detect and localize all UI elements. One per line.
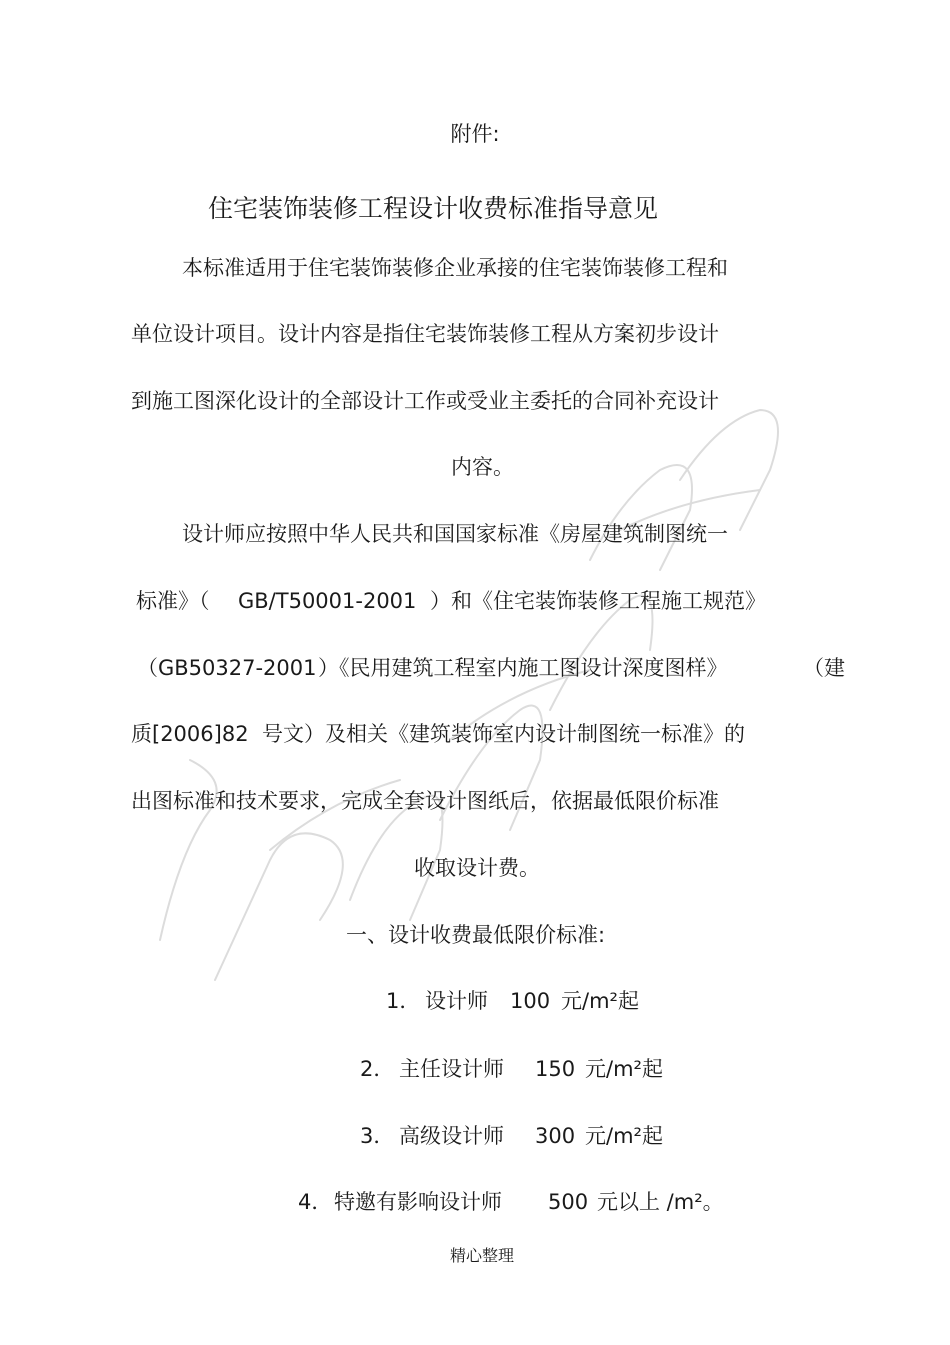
- fee-item-number: 3．: [360, 1124, 395, 1148]
- paragraph2-line1: 设计师应按照中华人民共和国国家标准《房屋建筑制图统一: [182, 522, 728, 546]
- section1-heading: 一、设计收费最低限价标准:: [346, 923, 606, 947]
- paragraph1-line3: 到施工图深化设计的全部设计工作或受业主委托的合同补充设计: [131, 389, 719, 413]
- fee-item-unit: 元/m²起: [585, 1124, 663, 1148]
- attachment-label: 附件:: [450, 122, 500, 146]
- paragraph2-line2-part-a: 标准》（: [136, 589, 210, 613]
- paragraph2-line3-part-b: ）《民用建筑工程室内施工图设计深度图样》: [318, 656, 728, 680]
- paragraph2-line6: 收取设计费。: [414, 856, 540, 880]
- document-number: 质[2006]82: [131, 722, 249, 746]
- fee-item-amount: 300: [535, 1124, 576, 1148]
- fee-item-number: 2．: [360, 1057, 395, 1081]
- fee-item-role: 设计师: [425, 989, 488, 1013]
- paragraph1-line4: 内容。: [451, 455, 514, 479]
- paragraph1-line2: 单位设计项目。设计内容是指住宅装饰装修工程从方案初步设计: [131, 322, 719, 346]
- fee-item-number: 1．: [386, 989, 421, 1013]
- fee-item-unit: 元/m²起: [585, 1057, 663, 1081]
- standard-code-gbt50001: GB/T50001-2001: [238, 589, 417, 613]
- document-title: 住宅装饰装修工程设计收费标准指导意见: [208, 194, 659, 223]
- paragraph2-line4-part-b: 号文）及相关《建筑装饰室内设计制图统一标准》的: [262, 722, 745, 746]
- standard-code-gb50327: （GB50327-2001: [137, 656, 317, 680]
- fee-item-role: 高级设计师: [399, 1124, 504, 1148]
- fee-item-role: 主任设计师: [399, 1057, 504, 1081]
- fee-item-unit: 元/m²起: [561, 989, 639, 1013]
- fee-item-amount: 100: [510, 989, 551, 1013]
- fee-item-unit: 元以上 /m²。: [597, 1190, 724, 1214]
- paragraph1-line1: 本标准适用于住宅装饰装修企业承接的住宅装饰装修工程和: [182, 256, 728, 280]
- paragraph2-line2-part-c: ）和《住宅装饰装修工程施工规范》: [430, 589, 766, 613]
- fee-item-amount: 150: [535, 1057, 576, 1081]
- paragraph2-line3-part-c: （建: [803, 656, 845, 680]
- page-footer: 精心整理: [450, 1246, 515, 1265]
- fee-item-number: 4．: [298, 1190, 333, 1214]
- paragraph2-line5: 出图标准和技术要求，完成全套设计图纸后，依据最低限价标准: [131, 789, 719, 813]
- fee-item-amount: 500: [548, 1190, 589, 1214]
- fee-item-role: 特邀有影响设计师: [334, 1190, 502, 1214]
